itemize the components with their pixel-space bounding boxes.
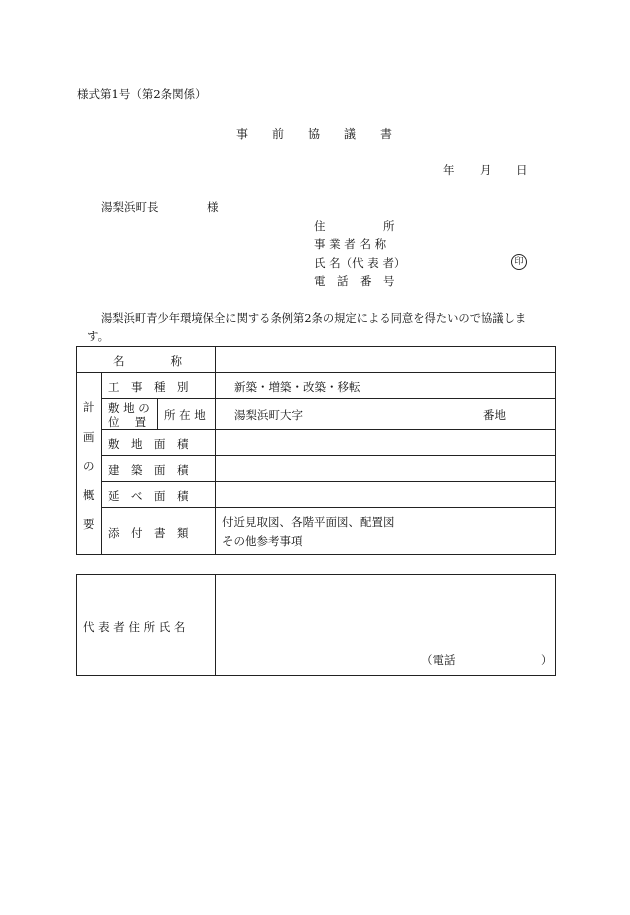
total-floor-area-label: 延 べ 面 積: [108, 489, 189, 503]
applicant-phone-label: 電 話 番 号: [314, 274, 395, 288]
plan-overview-char-1: 計: [83, 400, 95, 414]
applicant-business-name-label: 事 業 者 名 称: [314, 237, 387, 251]
date-day: 日: [516, 163, 528, 177]
plan-overview-char-3: の: [83, 459, 95, 473]
representative-label: 代 表 者 住 所 氏 名: [83, 620, 186, 634]
plan-overview-char-5: 要: [83, 517, 95, 531]
applicant-name-label: 氏 名（代 表 者）: [314, 256, 406, 270]
site-area-label: 敷 地 面 積: [108, 437, 189, 451]
attachments-line-1: 付近見取図、各階平面図、配置図: [222, 515, 395, 529]
representative-table: [76, 574, 556, 676]
form-number: 様式第1号（第2条関係）: [77, 87, 207, 101]
plan-overview-table: [76, 346, 556, 555]
construction-type-value: 新築・増築・改築・移転: [234, 380, 361, 394]
plan-overview-char-4: 概: [83, 488, 95, 502]
representative-phone-close: ）: [541, 653, 553, 667]
body-text-line-1: 湯梨浜町青少年環境保全に関する条例第2条の規定による同意を得たいので協議しま: [101, 312, 527, 325]
plan-overview-char-2: 画: [83, 430, 95, 444]
addressee-name: 湯梨浜町長: [101, 200, 159, 214]
attachments-label: 添 付 書 類: [108, 526, 189, 540]
document-title: 事 前 協 議 書: [236, 127, 393, 141]
construction-type-label: 工 事 種 別: [108, 380, 189, 394]
applicant-address-label: 住 所: [314, 219, 395, 233]
addressee-honorific: 様: [207, 200, 219, 214]
date-month: 月: [480, 163, 492, 177]
address-label: 所 在 地: [164, 408, 206, 422]
attachments-line-2: その他参考事項: [222, 534, 303, 548]
body-text-line-2: す。: [87, 329, 110, 343]
building-area-label: 建 築 面 積: [108, 463, 189, 477]
site-location-label-2: 位 置: [108, 415, 147, 429]
name-label: 名 称: [113, 354, 182, 368]
seal-mark: 印: [511, 254, 527, 270]
representative-phone-open: （電話: [421, 653, 456, 667]
date-year: 年: [443, 163, 455, 177]
site-location-label-1: 敷 地 の: [108, 401, 150, 415]
address-value: 湯梨浜町大字: [234, 408, 303, 422]
address-suffix: 番地: [483, 408, 506, 422]
